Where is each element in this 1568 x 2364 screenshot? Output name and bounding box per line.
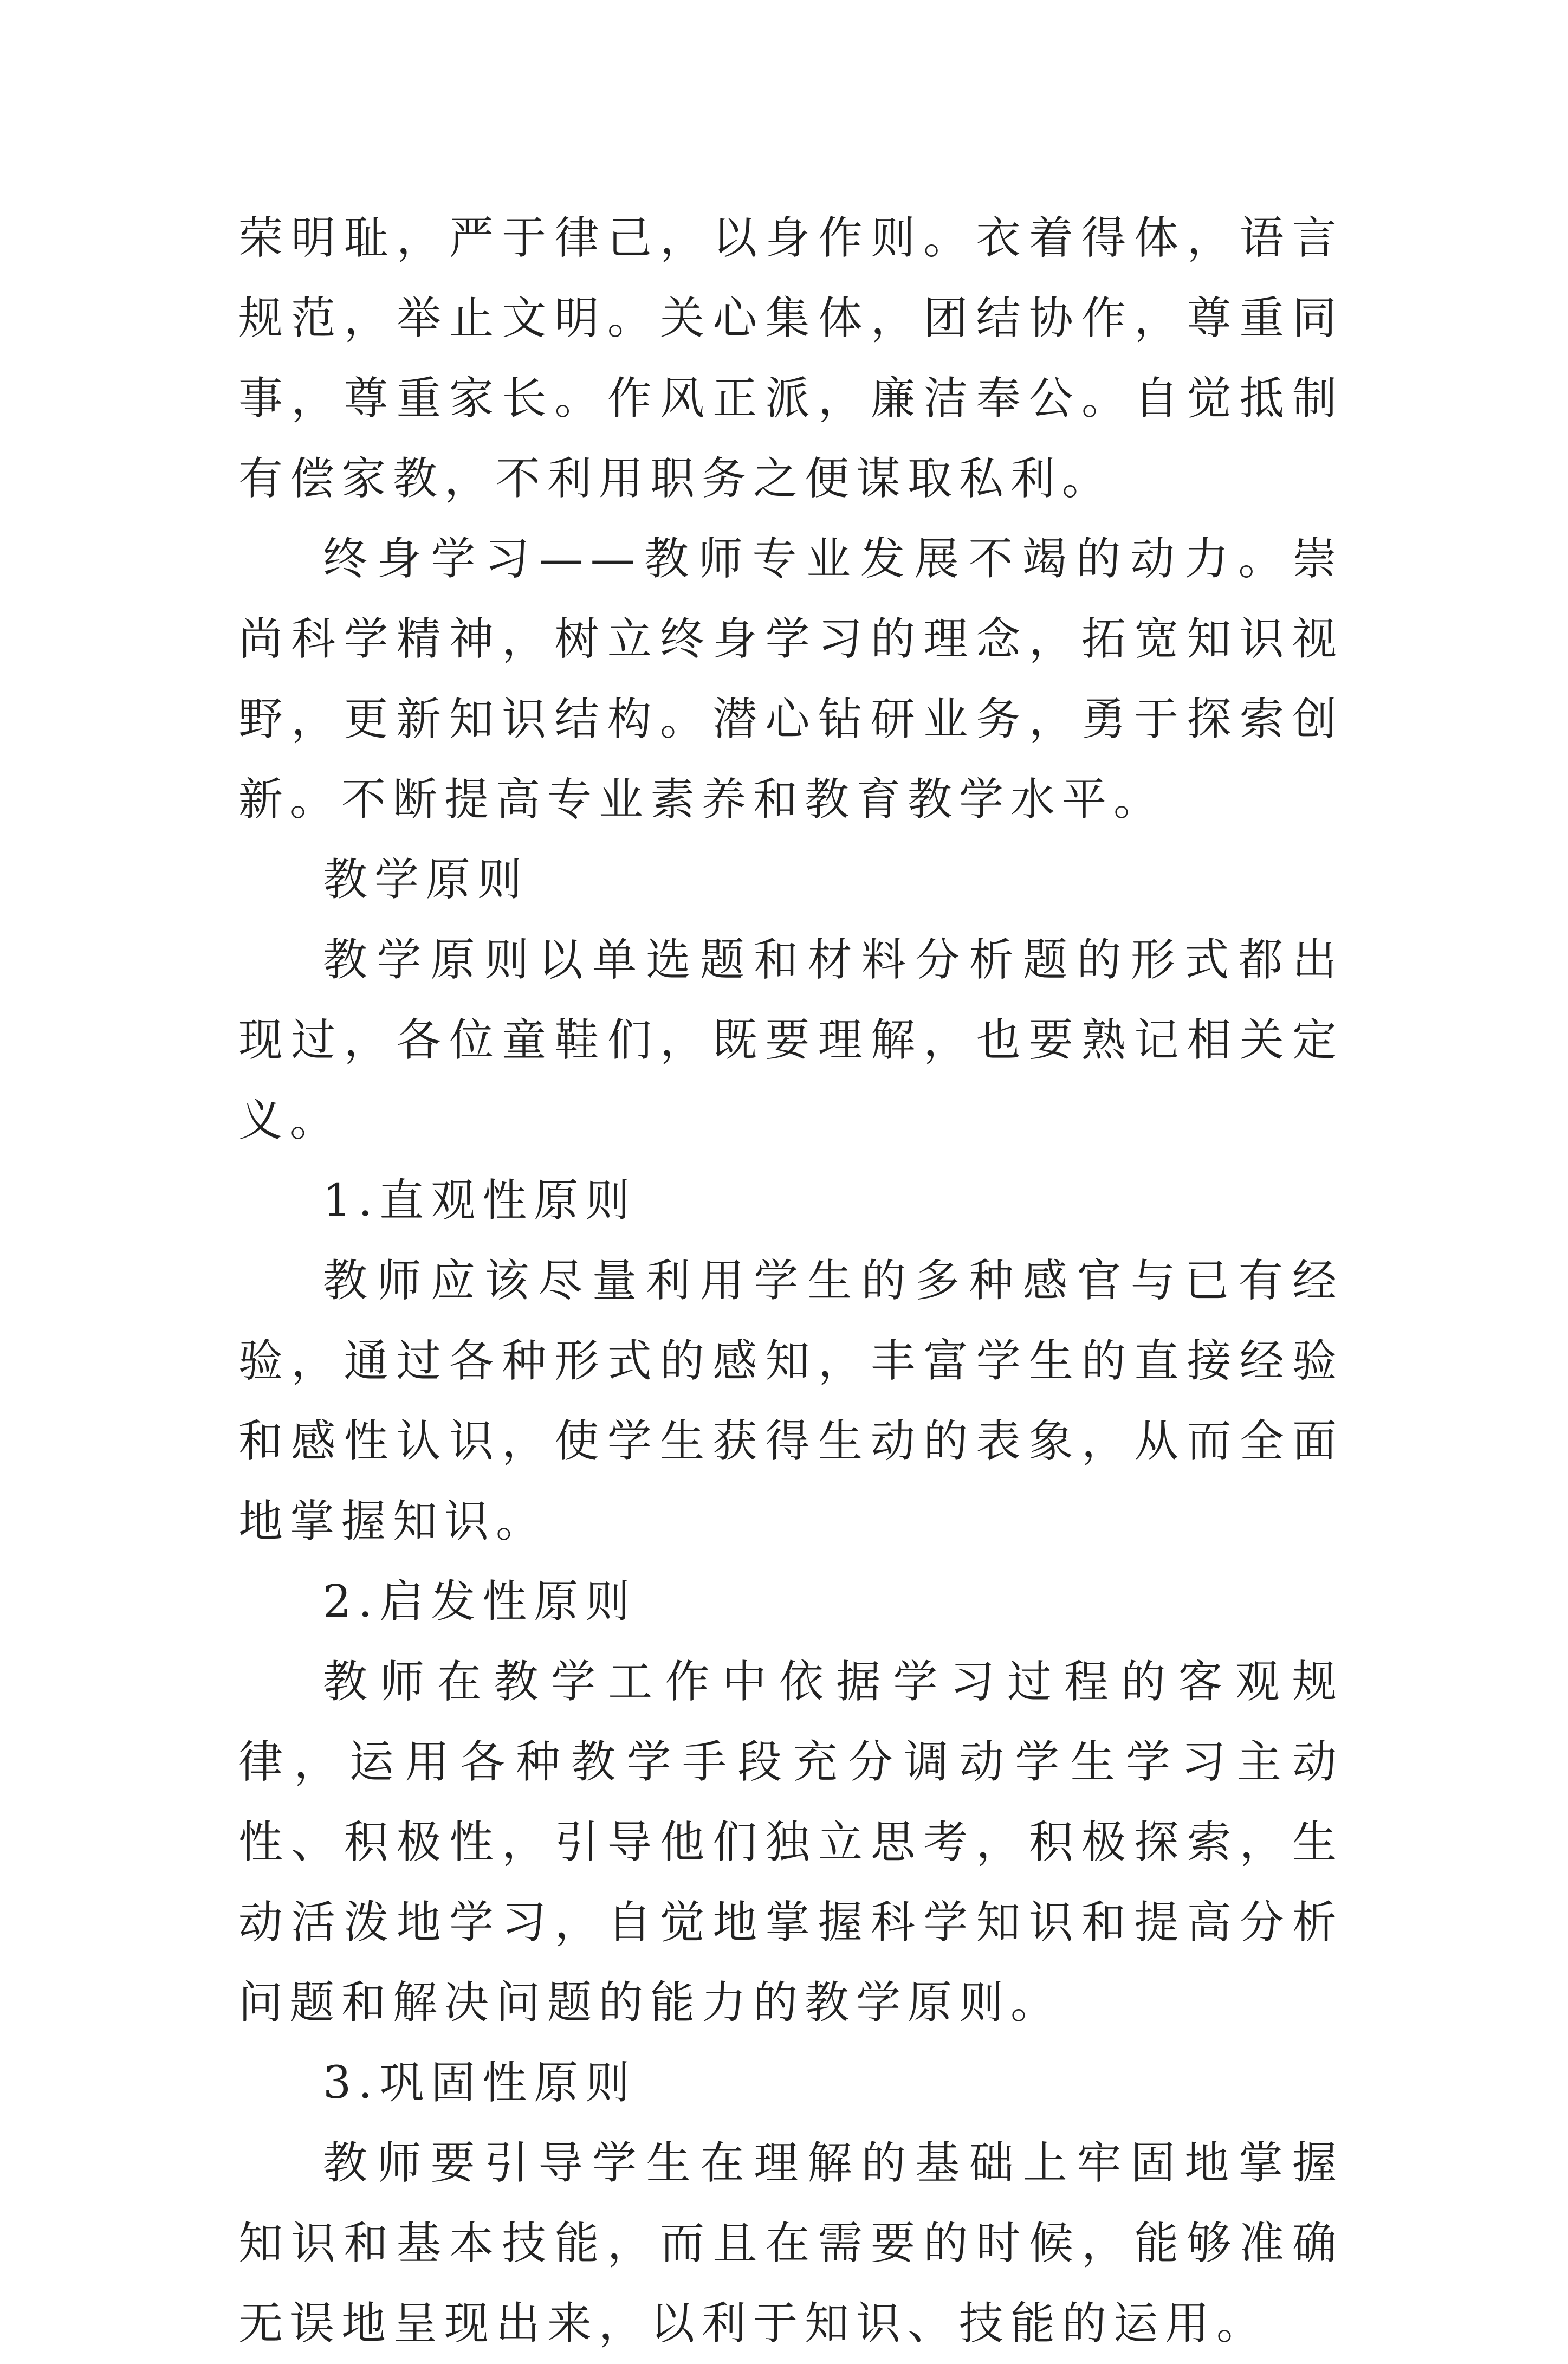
paragraph-lifelong-learning: 终身学习——教师专业发展不竭的动力。崇尚科学精神，树立终身学习的理念，拓宽知识视野，更新知识结构。潜心钻研业务，勇于探索创新。不断提高专业素养和教育教学水平。 (238, 533, 1344, 825)
paragraph-integrity: 荣明耻，严于律己，以身作则。衣着得体，语言规范，举止文明。关心集体，团结协作，尊重同事，尊重家长。作风正派，廉洁奉公。自觉抵制有偿家教，不利用职务之便谋取私利。 (238, 212, 1344, 505)
subheading-heuristic-principle: 2.启发性原则 (323, 1576, 637, 1627)
subheading-intuitive-principle: 1.直观性原则 (323, 1175, 637, 1226)
section-heading-teaching-principles: 教学原则 (323, 854, 529, 906)
subheading-consolidation-principle: 3.巩固性原则 (323, 2057, 637, 2109)
paragraph-principles-intro: 教学原则以单选题和材料分析题的形式都出现过，各位童鞋们，既要理解，也要熟记相关定义。 (238, 934, 1344, 1146)
paragraph-intuitive-principle: 教师应该尽量利用学生的多种感官与已有经验，通过各种形式的感知，丰富学生的直接经验和感性认识，使学生获得生动的表象，从而全面地掌握知识。 (238, 1255, 1344, 1547)
paragraph-heuristic-principle: 教师在教学工作中依据学习过程的客观规律，运用各种教学手段充分调动学生学习主动性、积极性，引导他们独立思考，积极探索，生动活泼地学习，自觉地掌握科学知识和提高分析问题和解决问题的能力的教学原则。 (238, 1656, 1344, 2029)
document-body (238, 198, 1344, 2364)
paragraph-consolidation-principle: 教师要引导学生在理解的基础上牢固地掌握知识和基本技能，而且在需要的时候，能够准确无误地呈现出来，以利于知识、技能的运用。 (238, 2137, 1344, 2349)
